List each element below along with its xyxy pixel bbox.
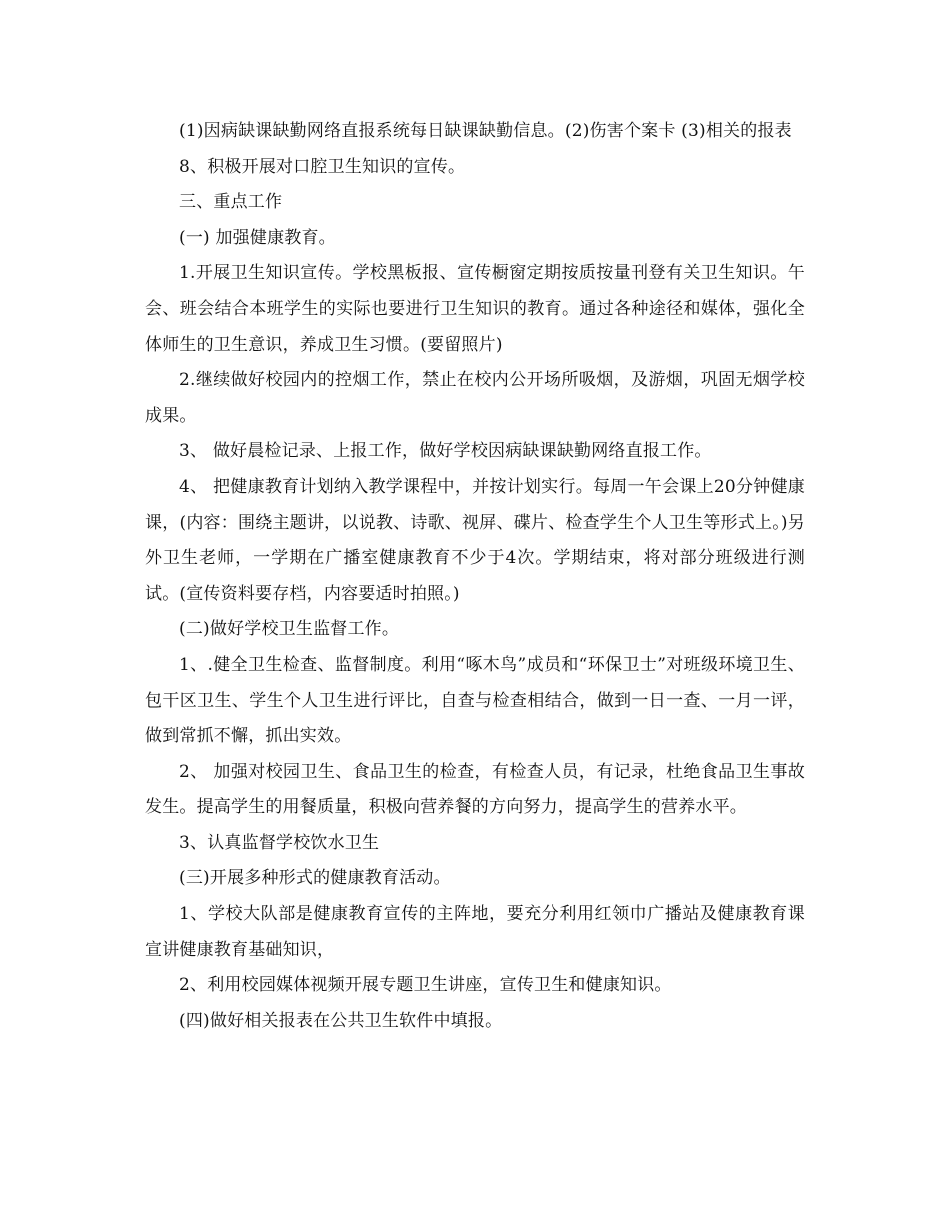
document-body (145, 114, 805, 1039)
paragraph-food-hygiene: 2、 加强对校园卫生、食品卫生的检查，有检查人员，有记录，杜绝食品卫生事故发生。提高学生的用餐质量，积极向营养餐的方向努力，提高学生的营养水平。 (145, 761, 805, 818)
subheading-reports: (四)做好相关报表在公共卫生软件中填报。 (179, 1010, 503, 1031)
paragraph-morning-check: 3、 做好晨检记录、上报工作，做好学校因病缺课缺勤网络直报工作。 (179, 441, 712, 462)
paragraph-inspection-system: 1、.健全卫生检查、监督制度。利用“啄木鸟”成员和“环保卫士”对班级环境卫生、包干区卫生、学生个人卫生进行评比，自查与检查相结合，做到一日一查、一月一评，做到常抓不懈，抓出实效。 (145, 654, 805, 747)
paragraph-knowledge-publicity: 1.开展卫生知识宣传。学校黑板报、宣传橱窗定期按质按量刊登有关卫生知识。午会、班会结合本班学生的实际也要进行卫生知识的教育。通过各种途径和媒体，强化全体师生的卫生意识，养成卫生习惯。(要留照片) (145, 263, 805, 355)
subheading-activities: (三)开展多种形式的健康教育活动。 (179, 868, 451, 889)
paragraph-smoking-control: 2.继续做好校园内的控烟工作，禁止在校内公开场所吸烟，及游烟，巩固无烟学校成果。 (145, 370, 805, 426)
paragraph-brigade-publicity: 1、学校大队部是健康教育宣传的主阵地，要充分利用红领巾广播站及健康教育课宣讲健康教育基础知识， (145, 904, 805, 960)
subheading-health-education: (一) 加强健康教育。 (179, 227, 336, 248)
paragraph-curriculum-plan: 4、 把健康教育计划纳入教学课程中，并按计划实行。每周一午会课上20分钟健康课，(内容：围绕主题讲，以说教、诗歌、视屏、碟片、检查学生个人卫生等形式上。)另外卫生老师，一学期在广播室健康教育不少于4次。学期结束，将对部分班级进行测试。(宣传资料要存档，内容要适时拍照。) (145, 476, 805, 604)
paragraph-media-lectures: 2、利用校园媒体视频开展专题卫生讲座，宣传卫生和健康知识。 (179, 975, 672, 996)
paragraph-drinking-water: 3、认真监督学校饮水卫生 (179, 832, 380, 853)
subheading-supervision: (二)做好学校卫生监督工作。 (179, 619, 400, 640)
paragraph-reports: (1)因病缺课缺勤网络直报系统每日缺课缺勤信息。(2)伤害个案卡 (3)相关的报表 (179, 121, 792, 141)
paragraph-oral-hygiene: 8、积极开展对口腔卫生知识的宣传。 (179, 156, 466, 177)
section-heading-key-work: 三、重点工作 (179, 192, 283, 213)
